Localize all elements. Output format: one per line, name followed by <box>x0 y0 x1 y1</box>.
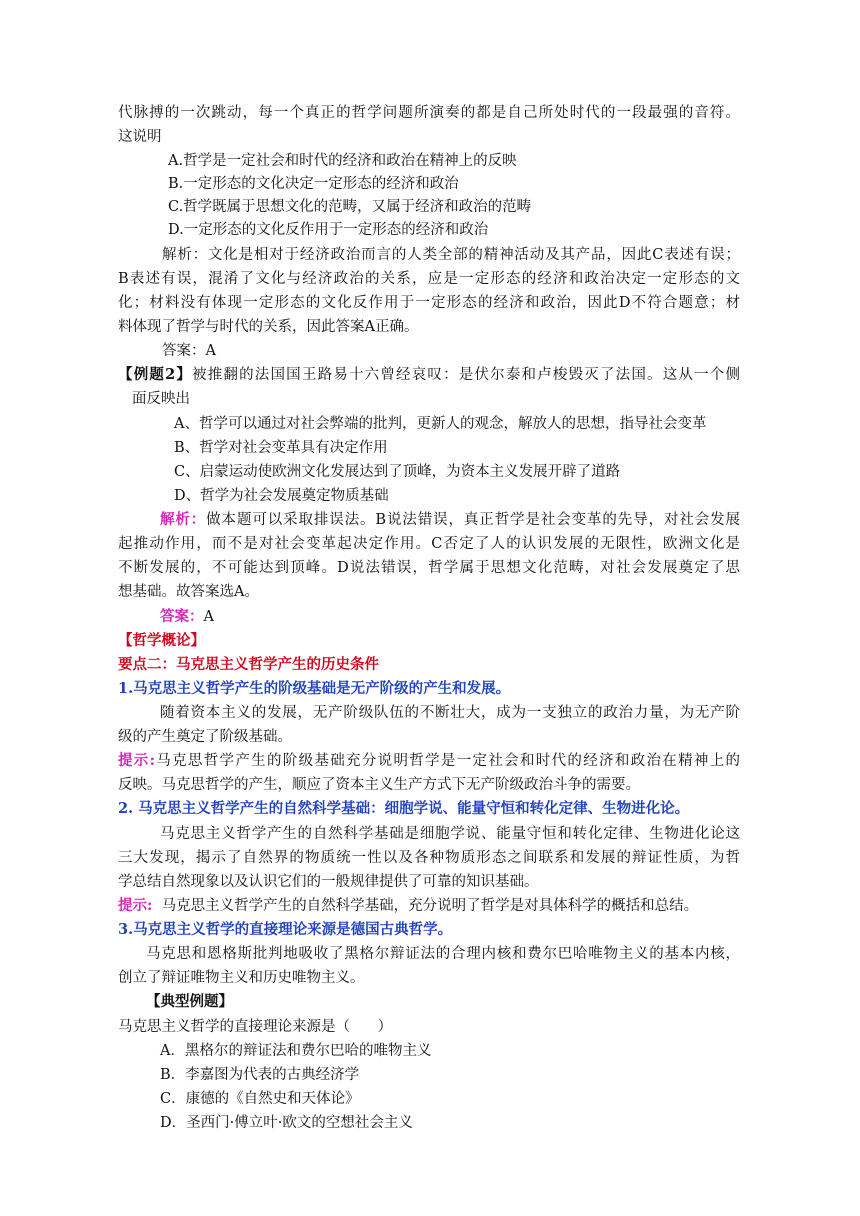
q1-analysis-line-2: B表述有误，混淆了文化与经济政治的关系，应是一定形态的经济和政治决定一定形态的文 <box>118 271 740 287</box>
point-1-heading: 1.马克思主义哲学产生的阶级基础是无产阶级的产生和发展。 <box>118 680 511 697</box>
intro-line-2: 这说明 <box>118 129 162 145</box>
point-2-body-line-2: 三大发现，揭示了自然界的物质统一性以及各种物质形态之间联系和发展的辩证性质，为哲 <box>118 850 740 866</box>
section-title: 【哲学概论】 <box>118 632 205 649</box>
q1-option-a: A.哲学是一定社会和时代的经济和政治在精神上的反映 <box>168 153 517 169</box>
example-2-stem-line-1 <box>118 364 740 386</box>
example-2-analysis-line-1: 解析：做本题可以采取排误法。B说法错误，真正哲学是社会变革的先导，对社会发展 <box>160 511 741 528</box>
point-1-tip-line-2: 反映。马克思哲学的产生，顺应了资本主义生产方式下无产阶级政治斗争的需要。 <box>118 777 640 793</box>
example-2-analysis-line-4: 想基础。故答案选A。 <box>118 584 259 600</box>
point-2-body-line-3: 学总结自然现象以及认识它们的一般规律提供了可靠的知识基础。 <box>118 874 539 890</box>
q1-analysis-line-1: 解析：文化是相对于经济政治而言的人类全部的精神活动及其产品，因此C表述有误； <box>162 247 740 263</box>
q1-option-b: B.一定形态的文化决定一定形态的经济和政治 <box>168 176 459 192</box>
typical-example-stem: 马克思主义哲学的直接理论来源是（ ） <box>118 1019 393 1035</box>
example-2-analysis-line-3: 不断发展的，不可能达到顶峰。D说法错误，哲学属于思想文化范畴，对社会发展奠定了思 <box>118 560 740 576</box>
point-3-body-line-2: 创立了辩证唯物主义和历史唯物主义。 <box>118 970 365 986</box>
point-1-body-line-1: 随着资本主义的发展，无产阶级队伍的不断壮大，成为一支独立的政治力量，为无产阶 <box>160 705 740 721</box>
typical-example-title: 【典型例题】 <box>146 993 233 1010</box>
typical-option-d: D．圣西门·傅立叶·欧文的空想社会主义 <box>160 1115 413 1131</box>
example-2-option-c: C、启蒙运动使欧洲文化发展达到了顶峰，为资本主义发展开辟了道路 <box>174 464 621 480</box>
point-title: 要点二：马克思主义哲学产生的历史条件 <box>118 656 379 673</box>
example-2-stem: 被推翻的法国国王路易十六曾经哀叹：是伏尔泰和卢梭毁灭了法国。这从一个侧 <box>192 367 741 383</box>
point-1-tip-label: 提示: <box>118 752 155 769</box>
q1-option-d: D.一定形态的文化反作用于一定形态的经济和政治 <box>168 222 489 238</box>
typical-option-c: C．康德的《自然史和天体论》 <box>160 1091 360 1107</box>
point-1-body-line-2: 级的产生奠定了阶级基础。 <box>118 729 292 745</box>
example-2-analysis-line-2: 起推动作用，而不是对社会变革起决定作用。C否定了人的认识发展的无限性，欧洲文化是 <box>118 536 740 552</box>
example-2-option-a: A、哲学可以通过对社会弊端的批判，更新人的观念，解放人的思想，指导社会变革 <box>174 416 707 432</box>
point-2-tip-label: 提示: <box>118 897 153 914</box>
point-1-tip-line-1: 提示:马克思哲学产生的阶级基础充分说明哲学是一定社会和时代的经济和政治在精神上的 <box>118 752 740 769</box>
point-2-tip: 提示: 马克思主义哲学产生的自然科学基础，充分说明了哲学是对具体科学的概括和总结。 <box>118 897 699 914</box>
q1-answer: 答案：A <box>162 343 216 359</box>
point-3-heading: 3.马克思主义哲学的直接理论来源是德国古典哲学。 <box>118 921 453 938</box>
example-2-answer-label: 答案： <box>160 608 204 625</box>
example-2-stem-line-2: 面反映出 <box>132 391 190 407</box>
q1-analysis-line-4: 料体现了哲学与时代的关系，因此答案A正确。 <box>118 319 419 335</box>
example-2-option-b: B、哲学对社会变革具有决定作用 <box>174 440 388 456</box>
intro-line-1: 代脉搏的一次跳动，每一个真正的哲学问题所演奏的都是自己所处时代的一段最强的音符。 <box>118 105 740 121</box>
point-2-body-line-1: 马克思主义哲学产生的自然科学基础是细胞学说、能量守恒和转化定律、生物进化论这 <box>160 826 740 842</box>
typical-option-a: A．黑格尔的辩证法和费尔巴哈的唯物主义 <box>160 1043 432 1059</box>
example-2-tag: 【例题2】 <box>118 366 193 383</box>
typical-option-b: B．李嘉图为代表的古典经济学 <box>160 1067 360 1083</box>
point-2-heading: 2. 马克思主义哲学产生的自然科学基础：细胞学说、能量守恒和转化定律、生物进化论。 <box>118 800 690 817</box>
point-3-body-line-1: 马克思和恩格斯批判地吸收了黑格尔辩证法的合理内核和费尔巴哈唯物主义的基本内核， <box>146 946 740 962</box>
example-2-answer: 答案：A <box>160 608 214 625</box>
example-2-option-d: D、哲学为社会发展奠定物质基础 <box>174 488 389 504</box>
example-2-analysis-label: 解析： <box>160 511 207 528</box>
q1-analysis-line-3: 化；材料没有体现一定形态的文化反作用于一定形态的经济和政治，因此D不符合题意；材 <box>118 295 740 311</box>
q1-option-c: C.哲学既属于思想文化的范畴，又属于经济和政治的范畴 <box>168 199 532 215</box>
